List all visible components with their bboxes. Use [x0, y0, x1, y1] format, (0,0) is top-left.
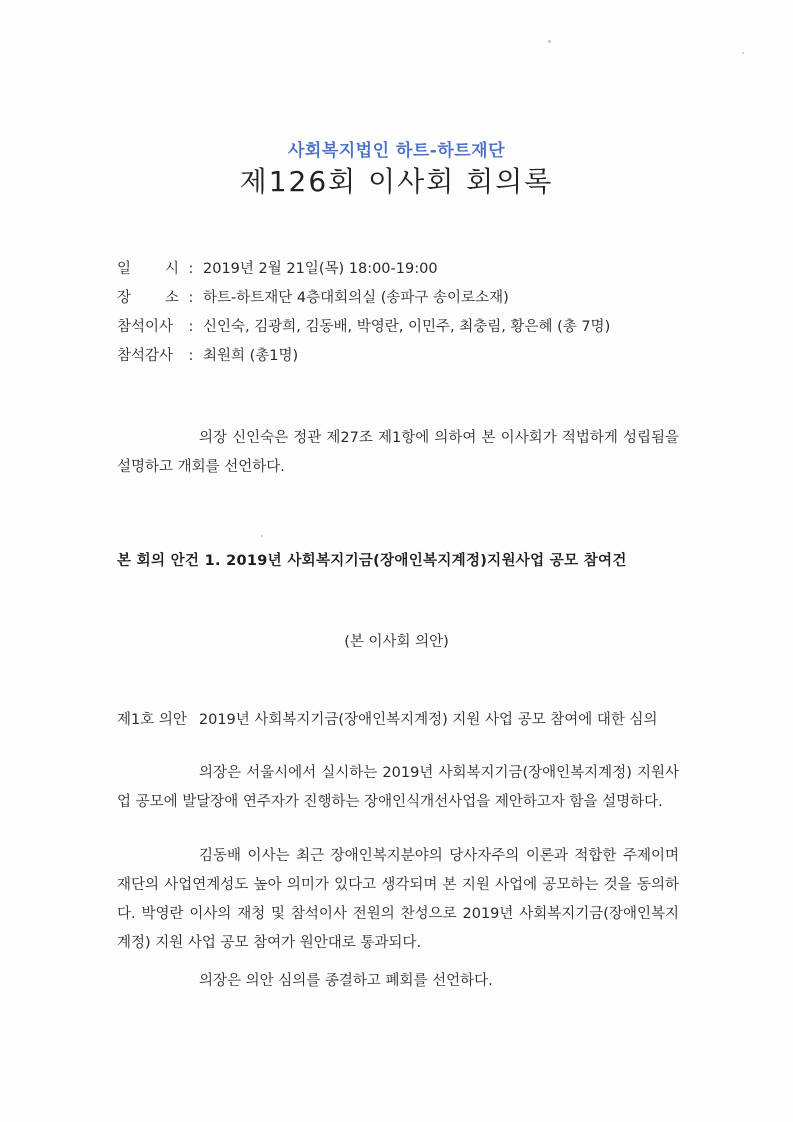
date-row [117, 255, 610, 284]
auditor-separator: : [188, 348, 194, 364]
directors-row [117, 313, 610, 342]
proposal-type: (본 이사회 의안) [344, 634, 449, 650]
director-opinion-paragraph: 김동배 이사는 최근 장애인복지분야의 당사자주의 이론과 적합한 주제이며 재단의 사업연계성도 높아 의미가 있다고 생각되며 본 지원 사업에 공모하는 것을 동의하다. 박영란 이사의 재청 및 참석이사 전원의 찬성으로 2019년 사회복지기금(장애인복지계정) 지원 사업 공모 참여가 원안대로 통과되다. [117, 848, 679, 951]
scan-speck [742, 52, 744, 54]
item-title-text: 2019년 사회복지기금(장애인복지계정) 지원 사업 공모 참여에 대한 심의 [198, 712, 658, 728]
date-label: 일 시 [117, 261, 179, 277]
directors-separator: : [188, 319, 194, 335]
date-value: 2019년 2월 21일(목) 18:00-19:00 [203, 261, 438, 277]
scan-speck [261, 535, 263, 537]
opening-paragraph: 의장 신인숙은 정관 제27조 제1항에 의하여 본 이사회가 적법하게 성립됨을 설명하고 개회를 선언하다. [117, 430, 679, 475]
place-separator: : [188, 290, 194, 306]
directors-value: 신인숙, 김광희, 김동배, 박영란, 이민주, 최충림, 황은혜 (총 7명) [203, 319, 611, 335]
item-number: 제1호 의안 [117, 712, 187, 728]
place-value: 하트-하트재단 4층대회의실 (송파구 송이로소재) [203, 290, 509, 306]
meeting-info [117, 255, 610, 371]
auditor-row [117, 342, 610, 371]
directors-label: 참석이사 [117, 319, 174, 335]
auditor-label: 참석감사 [117, 348, 174, 364]
place-row [117, 284, 610, 313]
organization-name: 사회복지법인 하트-하트재단 [287, 141, 506, 161]
closing-paragraph: 의장은 의안 심의를 종결하고 폐회를 선언하다. [199, 973, 493, 989]
auditor-value: 최원희 (총1명) [203, 348, 299, 364]
agenda-heading: 본 회의 안건 1. 2019년 사회복지기금(장애인복지계정)지원사업 공모 참여건 [117, 553, 627, 569]
page-title: 제126회 이사회 회의록 [239, 165, 554, 198]
date-separator: : [188, 261, 194, 277]
item-title [117, 708, 658, 729]
place-label: 장 소 [117, 290, 179, 306]
chair-explanation-paragraph: 의장은 서울시에서 실시하는 2019년 사회복지기금(장애인복지계정) 지원사업 공모에 발달장애 연주자가 진행하는 장애인식개선사업을 제안하고자 함을 설명하다. [117, 765, 679, 810]
scan-speck [548, 40, 551, 43]
